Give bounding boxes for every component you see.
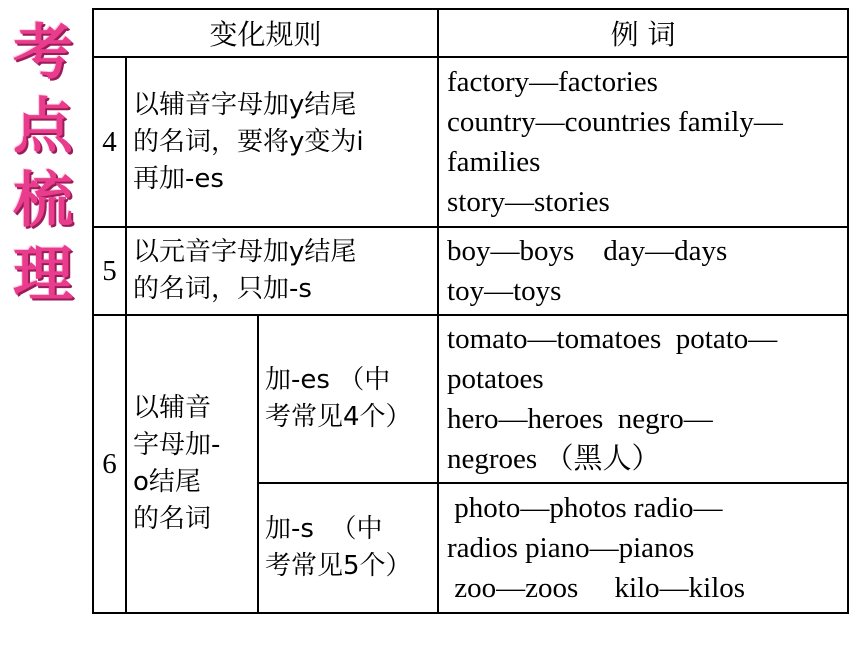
example-line: toy—toys	[447, 275, 562, 307]
example-line: tomato—tomatoes potato—	[447, 323, 778, 355]
title-char-4: 理	[13, 240, 73, 310]
example-line: negroes （黑人）	[447, 443, 661, 475]
rule-line: 字母加-	[133, 430, 221, 460]
examples-cell	[438, 57, 848, 227]
example-line: story—stories	[447, 186, 610, 218]
rule-cell	[126, 57, 438, 227]
row-number: 5	[93, 227, 126, 315]
rule-cell	[126, 315, 258, 613]
subrule-line: 加-es （中	[265, 365, 391, 395]
example-line: potatoes	[447, 363, 544, 395]
example-line: photo—photos radio—	[447, 492, 723, 524]
example-line: factory—factories	[447, 66, 658, 98]
example-line: hero—heroes negro—	[447, 403, 713, 435]
row-number: 6	[93, 315, 126, 613]
example-line: radios piano—pianos	[447, 532, 695, 564]
rule-line: 再加-es	[133, 163, 224, 194]
rule-line: 以辅音	[133, 393, 212, 423]
header-examples: 例 词	[438, 9, 848, 57]
rule-line: 以辅音字母加y结尾	[133, 89, 357, 120]
example-line: zoo—zoos kilo—kilos	[447, 572, 746, 604]
title-char-2: 点	[13, 92, 73, 162]
examples-cell	[438, 315, 848, 483]
row-number: 4	[93, 57, 126, 227]
rule-line: 的名词	[133, 504, 212, 534]
subrule-cell	[258, 315, 438, 483]
plural-rules-table	[92, 8, 849, 614]
example-line: boy—boys day—days	[447, 235, 728, 267]
title-char-3: 梳	[13, 166, 73, 236]
subrule-line: 考常见4个）	[265, 402, 412, 432]
subrule-line: 加-s （中	[265, 514, 383, 544]
table-header-row	[93, 9, 848, 57]
examples-cell	[438, 483, 848, 613]
example-line: country—countries family—	[447, 106, 783, 138]
title-char-1: 考	[13, 18, 73, 88]
rule-line: 以元音字母加y结尾	[133, 237, 357, 267]
example-line: families	[447, 146, 541, 178]
table-row-5	[93, 227, 848, 315]
rule-line: 的名词，只加-s	[133, 274, 312, 304]
header-rule: 变化规则	[93, 9, 438, 57]
section-title-vertical	[6, 16, 80, 312]
subrule-cell	[258, 483, 438, 613]
rule-line: 的名词，要将y变为i	[133, 126, 364, 157]
subrule-line: 考常见5个）	[265, 551, 412, 581]
rule-cell	[126, 227, 438, 315]
table-row-4	[93, 57, 848, 227]
rule-line: o结尾	[133, 467, 201, 497]
table-row-6a	[93, 315, 848, 483]
examples-cell	[438, 227, 848, 315]
